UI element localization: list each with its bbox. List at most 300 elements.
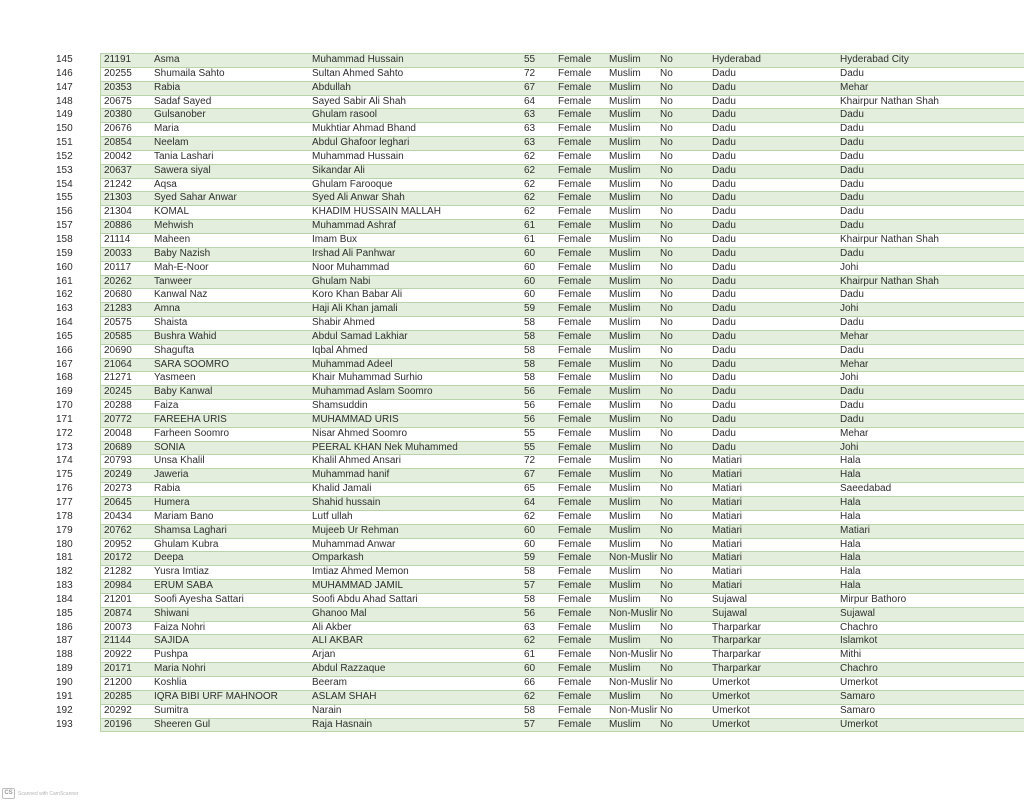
district-cell: Dadu — [712, 220, 736, 232]
record-id-cell: 20922 — [104, 649, 132, 661]
father-name-cell: Shahid hussain — [312, 497, 381, 508]
serial-number-cell: 186 — [56, 621, 73, 633]
age-cell: 60 — [524, 524, 536, 536]
gender-cell: Female — [558, 330, 592, 342]
person-name-cell: Ghulam Kubra — [154, 538, 219, 550]
district-cell: Umerkot — [712, 718, 750, 730]
serial-number-cell: 149 — [56, 109, 73, 121]
tehsil-cell: Dadu — [840, 123, 864, 135]
religion-cell: Muslim — [609, 81, 641, 93]
district-cell: Dadu — [712, 109, 736, 121]
serial-number-cell: 167 — [56, 358, 73, 370]
age-cell: 66 — [524, 676, 536, 688]
tehsil-cell: Mehar — [840, 81, 869, 93]
district-cell: Matiari — [712, 538, 743, 550]
age-cell: 56 — [524, 607, 536, 619]
religion-cell: Muslim — [609, 510, 641, 522]
father-name-cell: Ali Akber — [312, 621, 352, 633]
disability-cell: No — [660, 580, 673, 592]
age-cell: 57 — [524, 718, 536, 730]
father-name-cell: Muhammad Hussain — [312, 150, 404, 162]
disability-cell: No — [660, 54, 673, 65]
gender-cell: Female — [558, 386, 592, 398]
serial-number-cell: 148 — [56, 95, 73, 107]
age-cell: 55 — [524, 54, 536, 65]
serial-number-cell: 178 — [56, 510, 73, 522]
district-cell: Sujawal — [712, 607, 748, 619]
serial-number-cell: 147 — [56, 81, 73, 93]
religion-cell: Muslim — [609, 344, 641, 356]
record-id-cell: 20952 — [104, 538, 132, 550]
disability-cell: No — [660, 593, 673, 605]
disability-cell: No — [660, 524, 673, 536]
record-id-cell: 20690 — [104, 344, 132, 356]
person-name-cell: Kanwal Naz — [154, 289, 208, 301]
tehsil-cell: Chachro — [840, 663, 878, 675]
disability-cell: No — [660, 81, 673, 93]
age-cell: 56 — [524, 386, 536, 398]
record-id-cell: 20434 — [104, 510, 132, 522]
tehsil-cell: Dadu — [840, 67, 864, 79]
district-cell: Dadu — [712, 372, 736, 384]
father-name-cell: Nisar Ahmed Soomro — [312, 427, 408, 439]
religion-cell: Muslim — [609, 441, 641, 453]
record-id-cell: 21242 — [104, 178, 132, 190]
serial-number-cell: 168 — [56, 372, 73, 384]
father-name-cell: Muhammad hanif — [312, 469, 390, 481]
gender-cell: Female — [558, 206, 592, 218]
serial-number-cell: 170 — [56, 400, 73, 412]
serial-number-cell: 185 — [56, 607, 73, 619]
tehsil-cell: Mehar — [840, 330, 869, 342]
father-name-cell: Soofi Abdu Ahad Sattari — [312, 593, 418, 605]
age-cell: 64 — [524, 95, 536, 107]
serial-number-cell: 172 — [56, 427, 73, 439]
religion-cell: Muslim — [609, 67, 641, 79]
father-name-cell: Khalid Jamali — [312, 483, 372, 495]
gender-cell: Female — [558, 469, 592, 481]
religion-cell: Non-Muslir — [609, 607, 658, 619]
religion-cell: Muslim — [609, 524, 641, 536]
gender-cell: Female — [558, 54, 592, 65]
serial-number-cell: 174 — [56, 455, 73, 467]
father-name-cell: Imtiaz Ahmed Memon — [312, 566, 409, 578]
age-cell: 60 — [524, 275, 536, 287]
disability-cell: No — [660, 247, 673, 259]
age-cell: 64 — [524, 497, 536, 508]
serial-number-cell: 155 — [56, 192, 73, 204]
person-name-cell: Deepa — [154, 552, 184, 564]
district-cell: Dadu — [712, 289, 736, 301]
religion-cell: Muslim — [609, 150, 641, 162]
gender-cell: Female — [558, 344, 592, 356]
disability-cell: No — [660, 178, 673, 190]
father-name-cell: Beeram — [312, 676, 348, 688]
person-name-cell: Faiza — [154, 400, 179, 412]
serial-number-cell: 164 — [56, 317, 73, 329]
person-name-cell: Humera — [154, 497, 190, 508]
record-id-cell: 20675 — [104, 95, 132, 107]
record-id-cell: 20172 — [104, 552, 132, 564]
tehsil-cell: Hala — [840, 566, 861, 578]
person-name-cell: IQRA BIBI URF MAHNOOR — [154, 690, 278, 702]
person-name-cell: SAJIDA — [154, 635, 190, 647]
gender-cell: Female — [558, 510, 592, 522]
disability-cell: No — [660, 663, 673, 675]
age-cell: 59 — [524, 552, 536, 564]
religion-cell: Non-Muslir — [609, 649, 658, 661]
person-name-cell: Soofi Ayesha Sattari — [154, 593, 244, 605]
religion-cell: Muslim — [609, 427, 641, 439]
religion-cell: Muslim — [609, 718, 641, 730]
age-cell: 59 — [524, 303, 536, 315]
tehsil-cell: Dadu — [840, 178, 864, 190]
religion-cell: Muslim — [609, 95, 641, 107]
father-name-cell: Khair Muhammad Surhio — [312, 372, 423, 384]
age-cell: 62 — [524, 178, 536, 190]
record-id-cell: 20042 — [104, 150, 132, 162]
tehsil-cell: Umerkot — [840, 676, 878, 688]
gender-cell: Female — [558, 497, 592, 508]
person-name-cell: Baby Kanwal — [154, 386, 213, 398]
religion-cell: Muslim — [609, 275, 641, 287]
age-cell: 57 — [524, 580, 536, 592]
age-cell: 72 — [524, 455, 536, 467]
record-id-cell: 20285 — [104, 690, 132, 702]
tehsil-cell: Johi — [840, 372, 859, 384]
gender-cell: Female — [558, 441, 592, 453]
father-name-cell: Ghulam Nabi — [312, 275, 371, 287]
age-cell: 62 — [524, 206, 536, 218]
serial-number-cell: 158 — [56, 233, 73, 245]
religion-cell: Muslim — [609, 220, 641, 232]
tehsil-cell: Dadu — [840, 317, 864, 329]
gender-cell: Female — [558, 413, 592, 425]
father-name-cell: Ghulam Farooque — [312, 178, 393, 190]
record-id-cell: 20255 — [104, 67, 132, 79]
district-cell: Matiari — [712, 552, 743, 564]
serial-number-cell: 192 — [56, 704, 73, 716]
religion-cell: Muslim — [609, 413, 641, 425]
gender-cell: Female — [558, 483, 592, 495]
record-id-cell: 21200 — [104, 676, 132, 688]
gender-cell: Female — [558, 400, 592, 412]
serial-number-cell: 145 — [56, 54, 73, 65]
district-cell: Matiari — [712, 510, 743, 522]
person-name-cell: Farheen Soomro — [154, 427, 230, 439]
serial-number-cell: 161 — [56, 275, 73, 287]
gender-cell: Female — [558, 704, 592, 716]
tehsil-cell: Samaro — [840, 704, 876, 716]
person-name-cell: Sawera siyal — [154, 164, 211, 176]
person-name-cell: Tania Lashari — [154, 150, 214, 162]
gender-cell: Female — [558, 289, 592, 301]
religion-cell: Muslim — [609, 206, 641, 218]
person-name-cell: Gulsanober — [154, 109, 206, 121]
religion-cell: Muslim — [609, 261, 641, 273]
age-cell: 58 — [524, 358, 536, 370]
religion-cell: Muslim — [609, 538, 641, 550]
serial-number-cell: 184 — [56, 593, 73, 605]
record-id-cell: 20262 — [104, 275, 132, 287]
person-name-cell: Koshlia — [154, 676, 187, 688]
district-cell: Tharparkar — [712, 621, 761, 633]
district-cell: Dadu — [712, 206, 736, 218]
tehsil-cell: Khairpur Nathan Shah — [840, 275, 939, 287]
district-cell: Matiari — [712, 580, 743, 592]
father-name-cell: PEERAL KHAN Nek Muhammed — [312, 441, 458, 453]
disability-cell: No — [660, 676, 673, 688]
serial-number-cell: 180 — [56, 538, 73, 550]
religion-cell: Muslim — [609, 109, 641, 121]
serial-number-cell: 182 — [56, 566, 73, 578]
person-name-cell: ERUM SABA — [154, 580, 213, 592]
serial-number-cell: 160 — [56, 261, 73, 273]
tehsil-cell: Mirpur Bathoro — [840, 593, 907, 605]
tehsil-cell: Mehar — [840, 427, 869, 439]
district-cell: Dadu — [712, 400, 736, 412]
tehsil-cell: Mithi — [840, 649, 862, 661]
person-name-cell: Asma — [154, 54, 180, 65]
serial-number-cell: 183 — [56, 580, 73, 592]
disability-cell: No — [660, 67, 673, 79]
serial-number-cell: 162 — [56, 289, 73, 301]
father-name-cell: Omparkash — [312, 552, 364, 564]
person-name-cell: Bushra Wahid — [154, 330, 217, 342]
father-name-cell: Ghulam rasool — [312, 109, 378, 121]
age-cell: 62 — [524, 192, 536, 204]
religion-cell: Muslim — [609, 593, 641, 605]
religion-cell: Muslim — [609, 400, 641, 412]
age-cell: 62 — [524, 690, 536, 702]
disability-cell: No — [660, 621, 673, 633]
tehsil-cell: Chachro — [840, 621, 878, 633]
age-cell: 58 — [524, 344, 536, 356]
record-id-cell: 20196 — [104, 718, 132, 730]
district-cell: Dadu — [712, 247, 736, 259]
age-cell: 62 — [524, 164, 536, 176]
record-id-cell: 20689 — [104, 441, 132, 453]
record-id-cell: 21191 — [104, 54, 132, 65]
tehsil-cell: Hala — [840, 455, 861, 467]
tehsil-cell: Johi — [840, 303, 859, 315]
record-id-cell: 20273 — [104, 483, 132, 495]
district-cell: Dadu — [712, 95, 736, 107]
serial-number-cell: 169 — [56, 386, 73, 398]
disability-cell: No — [660, 649, 673, 661]
tehsil-cell: Hala — [840, 580, 861, 592]
gender-cell: Female — [558, 178, 592, 190]
age-cell: 67 — [524, 469, 536, 481]
father-name-cell: Ghanoo Mal — [312, 607, 367, 619]
serial-number-cell: 187 — [56, 635, 73, 647]
serial-number-cell: 176 — [56, 483, 73, 495]
disability-cell: No — [660, 206, 673, 218]
district-cell: Tharparkar — [712, 635, 761, 647]
person-name-cell: Rabia — [154, 483, 181, 495]
tehsil-cell: Mehar — [840, 358, 869, 370]
age-cell: 62 — [524, 635, 536, 647]
father-name-cell: ASLAM SHAH — [312, 690, 377, 702]
tehsil-cell: Dadu — [840, 400, 864, 412]
father-name-cell: ALI AKBAR — [312, 635, 364, 647]
record-id-cell: 21144 — [104, 635, 132, 647]
disability-cell: No — [660, 220, 673, 232]
age-cell: 60 — [524, 247, 536, 259]
religion-cell: Muslim — [609, 635, 641, 647]
district-cell: Dadu — [712, 427, 736, 439]
father-name-cell: Abdul Samad Lakhiar — [312, 330, 408, 342]
gender-cell: Female — [558, 109, 592, 121]
age-cell: 63 — [524, 123, 536, 135]
tehsil-cell: Dadu — [840, 247, 864, 259]
tehsil-cell: Dadu — [840, 386, 864, 398]
age-cell: 67 — [524, 81, 536, 93]
age-cell: 60 — [524, 663, 536, 675]
person-name-cell: SONIA — [154, 441, 186, 453]
religion-cell: Muslim — [609, 497, 641, 508]
serial-number-cell: 156 — [56, 206, 73, 218]
tehsil-cell: Dadu — [840, 220, 864, 232]
gender-cell: Female — [558, 150, 592, 162]
father-name-cell: Shabir Ahmed — [312, 317, 375, 329]
tehsil-cell: Johi — [840, 441, 859, 453]
age-cell: 55 — [524, 427, 536, 439]
disability-cell: No — [660, 150, 673, 162]
tehsil-cell: Dadu — [840, 206, 864, 218]
district-cell: Tharparkar — [712, 663, 761, 675]
father-name-cell: Khalil Ahmed Ansari — [312, 455, 401, 467]
person-name-cell: Shiwani — [154, 607, 190, 619]
father-name-cell: Sultan Ahmed Sahto — [312, 67, 404, 79]
age-cell: 58 — [524, 372, 536, 384]
father-name-cell: Narain — [312, 704, 342, 716]
person-name-cell: Syed Sahar Anwar — [154, 192, 237, 204]
person-name-cell: Pushpa — [154, 649, 188, 661]
serial-number-cell: 166 — [56, 344, 73, 356]
tehsil-cell: Hala — [840, 497, 861, 508]
disability-cell: No — [660, 400, 673, 412]
religion-cell: Muslim — [609, 566, 641, 578]
district-cell: Dadu — [712, 81, 736, 93]
district-cell: Umerkot — [712, 704, 750, 716]
record-id-cell: 20874 — [104, 607, 132, 619]
gender-cell: Female — [558, 67, 592, 79]
father-name-cell: Abdul Razzaque — [312, 663, 386, 675]
age-cell: 61 — [524, 649, 536, 661]
record-id-cell: 21304 — [104, 206, 132, 218]
tehsil-cell: Dadu — [840, 289, 864, 301]
tehsil-cell: Dadu — [840, 192, 864, 204]
record-id-cell: 21064 — [104, 358, 132, 370]
serial-number-cell: 163 — [56, 303, 73, 315]
gender-cell: Female — [558, 261, 592, 273]
record-id-cell: 21271 — [104, 372, 132, 384]
age-cell: 58 — [524, 566, 536, 578]
record-id-cell: 20033 — [104, 247, 132, 259]
record-id-cell: 20793 — [104, 455, 132, 467]
religion-cell: Muslim — [609, 123, 641, 135]
father-name-cell: KHADIM HUSSAIN MALLAH — [312, 206, 441, 218]
tehsil-cell: Samaro — [840, 690, 876, 702]
disability-cell: No — [660, 497, 673, 508]
record-id-cell: 20117 — [104, 261, 132, 273]
district-cell: Dadu — [712, 123, 736, 135]
record-id-cell: 20984 — [104, 580, 132, 592]
religion-cell: Muslim — [609, 372, 641, 384]
record-id-cell: 20585 — [104, 330, 132, 342]
religion-cell: Muslim — [609, 192, 641, 204]
gender-cell: Female — [558, 317, 592, 329]
district-cell: Dadu — [712, 303, 736, 315]
disability-cell: No — [660, 164, 673, 176]
district-cell: Dadu — [712, 317, 736, 329]
person-name-cell: Rabia — [154, 81, 181, 93]
record-id-cell: 20292 — [104, 704, 132, 716]
age-cell: 62 — [524, 510, 536, 522]
age-cell: 60 — [524, 289, 536, 301]
person-name-cell: Yasmeen — [154, 372, 196, 384]
tehsil-cell: Islamkot — [840, 635, 878, 647]
person-name-cell: Shagufta — [154, 344, 195, 356]
record-id-cell: 20680 — [104, 289, 132, 301]
disability-cell: No — [660, 690, 673, 702]
tehsil-cell: Hyderabad City — [840, 54, 909, 65]
disability-cell: No — [660, 718, 673, 730]
religion-cell: Muslim — [609, 690, 641, 702]
father-name-cell: Muhammad Adeel — [312, 358, 393, 370]
father-name-cell: Imam Bux — [312, 233, 358, 245]
district-cell: Umerkot — [712, 690, 750, 702]
age-cell: 60 — [524, 261, 536, 273]
district-cell: Matiari — [712, 469, 743, 481]
father-name-cell: Sayed Sabir Ali Shah — [312, 95, 406, 107]
serial-number-cell: 181 — [56, 552, 73, 564]
age-cell: 60 — [524, 538, 536, 550]
person-name-cell: Maria Nohri — [154, 663, 206, 675]
tehsil-cell: Dadu — [840, 137, 864, 149]
father-name-cell: Mukhtiar Ahmad Bhand — [312, 123, 416, 135]
disability-cell: No — [660, 552, 673, 564]
person-name-cell: Faiza Nohri — [154, 621, 206, 633]
gender-cell: Female — [558, 233, 592, 245]
disability-cell: No — [660, 469, 673, 481]
serial-number-cell: 171 — [56, 413, 73, 425]
gender-cell: Female — [558, 455, 592, 467]
record-id-cell: 20645 — [104, 497, 132, 508]
record-id-cell: 20249 — [104, 469, 132, 481]
age-cell: 61 — [524, 233, 536, 245]
district-cell: Dadu — [712, 413, 736, 425]
religion-cell: Muslim — [609, 164, 641, 176]
record-id-cell: 20288 — [104, 400, 132, 412]
serial-number-cell: 151 — [56, 137, 73, 149]
record-id-cell: 20245 — [104, 386, 132, 398]
gender-cell: Female — [558, 275, 592, 287]
father-name-cell: Arjan — [312, 649, 336, 661]
district-cell: Hyderabad — [712, 54, 761, 65]
disability-cell: No — [660, 372, 673, 384]
gender-cell: Female — [558, 123, 592, 135]
tehsil-cell: Khairpur Nathan Shah — [840, 233, 939, 245]
disability-cell: No — [660, 441, 673, 453]
gender-cell: Female — [558, 635, 592, 647]
person-name-cell: Aqsa — [154, 178, 177, 190]
disability-cell: No — [660, 289, 673, 301]
serial-number-cell: 146 — [56, 67, 73, 79]
gender-cell: Female — [558, 690, 592, 702]
district-cell: Dadu — [712, 178, 736, 190]
